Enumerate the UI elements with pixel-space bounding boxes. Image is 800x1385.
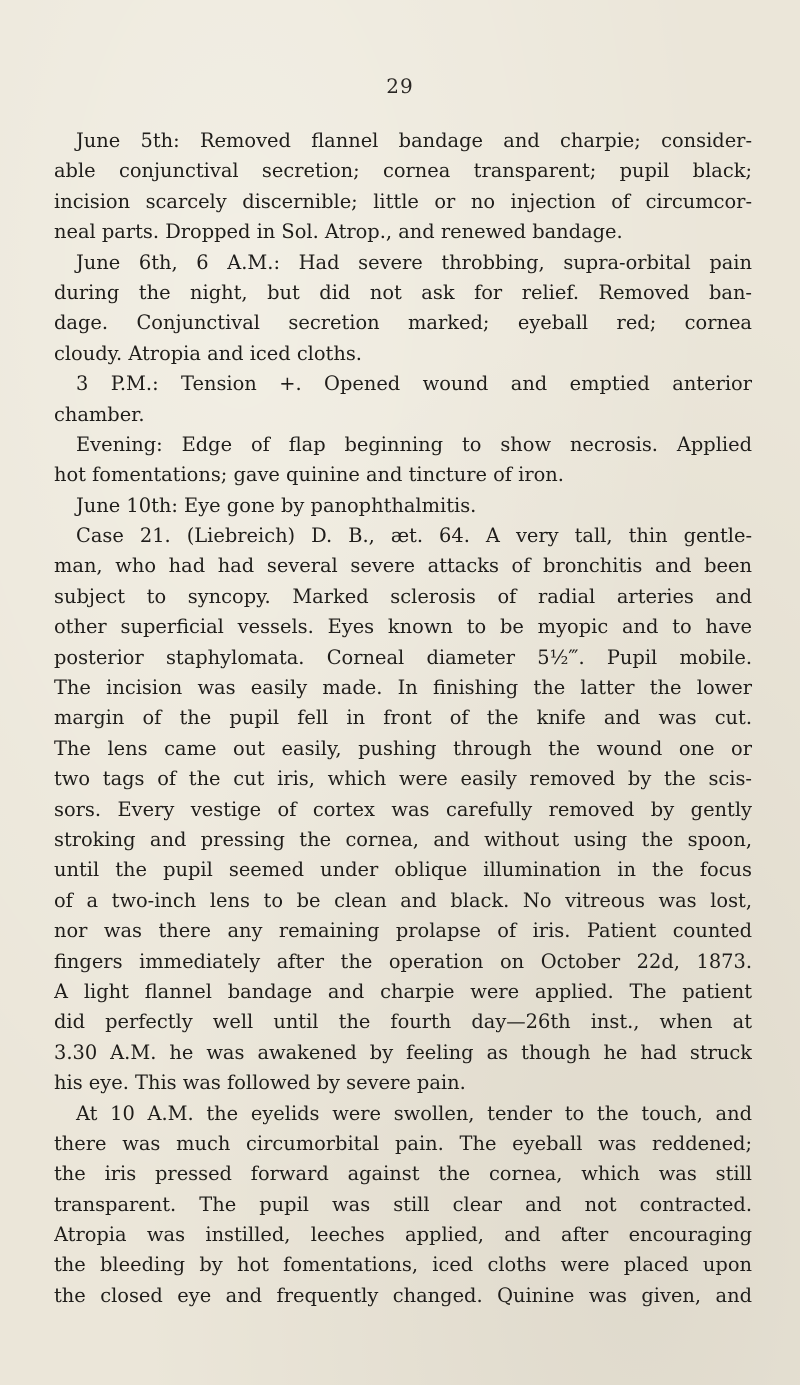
text-line: hot fomentations; gave quinine and tincture of iron.: [54, 463, 564, 487]
text-line: June 5th: Removed flannel bandage and charpie; consider-: [76, 129, 752, 152]
text-line: the closed eye and frequently changed. Quinine was given, and: [54, 1283, 752, 1307]
text-line: Evening: Edge of flap beginning to show necrosis. Applied: [76, 432, 752, 456]
text-line: fingers immediately after the operation on October 22d, 1873.: [54, 949, 752, 973]
text-line: his eye. This was followed by severe pain.: [54, 1071, 466, 1095]
text-line: subject to syncopy. Marked sclerosis of radial arteries and: [54, 584, 752, 608]
text-line: sors. Every vestige of cortex was carefully removed by gently: [54, 797, 752, 821]
text-line: June 6th, 6 A.M.: Had severe throbbing, supra-orbital pain: [76, 250, 752, 274]
text-line: chamber.: [54, 402, 145, 426]
text-line: the iris pressed forward against the cornea, which was still: [54, 1162, 752, 1186]
text-line: posterior staphylomata. Corneal diameter 5½‴. Pupil mobile.: [54, 645, 752, 669]
text-line: the bleeding by hot fomentations, iced cloths were placed upon: [54, 1253, 752, 1277]
text-line: Atropia was instilled, leeches applied, and after encouraging: [54, 1223, 752, 1247]
text-line: 3 P.M.: Tension +. Opened wound and emptied anterior: [76, 372, 752, 396]
text-line: A light flannel bandage and charpie were applied. The patient: [54, 979, 752, 1003]
text-line: June 10th: Eye gone by panophthalmitis.: [76, 493, 477, 517]
text-line: The lens came out easily, pushing through the wound one or: [54, 736, 752, 760]
page-number: 29: [386, 74, 414, 98]
text-line: dage. Conjunctival secretion marked; eyeball red; cornea: [54, 311, 752, 335]
text-line: cloudy. Atropia and iced cloths.: [54, 341, 362, 365]
text-line: The incision was easily made. In finishing the latter the lower: [54, 676, 752, 700]
text-line: incision scarcely discernible; little or no injection of circumcor-: [54, 189, 752, 213]
text-line: of a two-inch lens to be clean and black. No vitreous was lost,: [54, 888, 752, 912]
text-line: able conjunctival secretion; cornea transparent; pupil black;: [54, 159, 752, 183]
text-line: 3.30 A.M. he was awakened by feeling as though he had struck: [54, 1040, 752, 1064]
text-line: margin of the pupil fell in front of the knife and was cut.: [54, 706, 752, 730]
text-line: two tags of the cut iris, which were easily removed by the scis-: [54, 767, 752, 791]
text-line: until the pupil seemed under oblique illumination in the focus: [54, 858, 752, 882]
text-line: during the night, but did not ask for relief. Removed ban-: [54, 280, 752, 304]
text-line: At 10 A.M. the eyelids were swollen, tender to the touch, and: [76, 1101, 752, 1125]
text-line: did perfectly well until the fourth day—26th inst., when at: [54, 1010, 752, 1034]
text-line: transparent. The pupil was still clear and not contracted.: [54, 1192, 752, 1216]
text-line: nor was there any remaining prolapse of iris. Patient counted: [54, 919, 752, 943]
text-line: man, who had had several severe attacks of bronchitis and been: [54, 554, 752, 578]
text-line: Case 21. (Liebreich) D. B., æt. 64. A very tall, thin gentle-: [76, 524, 752, 548]
page-body-text: [54, 126, 752, 1311]
text-line: neal parts. Dropped in Sol. Atrop., and renewed bandage.: [54, 220, 623, 244]
text-line: stroking and pressing the cornea, and without using the spoon,: [54, 827, 752, 851]
text-line: there was much circumorbital pain. The eyeball was reddened;: [54, 1131, 752, 1155]
text-line: other superficial vessels. Eyes known to be myopic and to have: [54, 615, 752, 639]
